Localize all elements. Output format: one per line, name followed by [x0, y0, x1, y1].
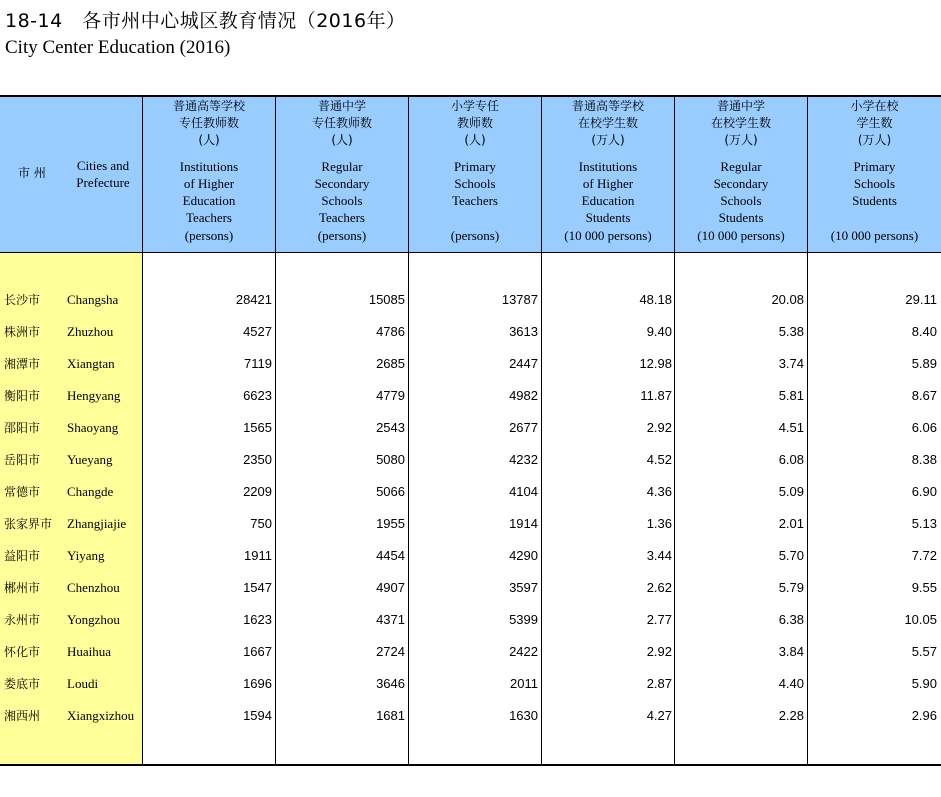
city-name-cn: 湘西州: [4, 709, 41, 723]
table-row: [0, 348, 941, 380]
city-name-en: Zhangjiajie: [67, 516, 127, 531]
city-name-en: Loudi: [67, 676, 99, 691]
header-label-cn: 专任教师数: [311, 116, 372, 130]
city-name-cn: 株洲市: [4, 325, 41, 339]
table-title-cn: 18-14 各市州中心城区教育情况（2016年）: [5, 10, 406, 32]
table-cell: 2.92: [646, 420, 672, 435]
header-label-cn: 普通中学: [716, 99, 765, 113]
table-cell: 4104: [509, 484, 538, 499]
header-city-en-line: Prefecture: [76, 175, 130, 190]
city-name-cn: 益阳市: [4, 549, 41, 563]
city-name-cn: 衡阳市: [4, 389, 41, 403]
header-label-en: of Higher: [582, 176, 634, 191]
header-label-en: Teachers: [185, 210, 232, 225]
table-cell: 1667: [243, 644, 272, 659]
header-label-en: Secondary: [314, 176, 370, 191]
header-column: [675, 97, 807, 252]
header-label-cn: 小学在校: [850, 99, 899, 113]
table-cell: 750: [250, 516, 272, 531]
header-label-cn: 普通高等学校: [172, 99, 245, 113]
header-label-cn: (人): [198, 133, 220, 147]
header-label-en: Regular: [321, 159, 363, 174]
table-cell: 5.13: [911, 516, 937, 531]
table-cell: 1565: [243, 420, 272, 435]
city-name-en: Yongzhou: [67, 612, 120, 627]
header-city-en: [73, 157, 133, 191]
table-row: [0, 508, 941, 540]
table-cell: 2.01: [778, 516, 804, 531]
table-cell: 20.08: [771, 292, 804, 307]
table-cell: 1911: [244, 548, 272, 563]
table-cell: 2543: [376, 420, 405, 435]
table-cell: 8.40: [911, 324, 937, 339]
header-label-cn: 专任教师数: [178, 116, 239, 130]
table-cell: 5.90: [911, 676, 937, 691]
table-cell: 7.72: [911, 548, 937, 563]
header-label-en: Secondary: [713, 176, 769, 191]
header-label-cn: 小学专任: [450, 99, 499, 113]
table-cell: 2.77: [646, 612, 672, 627]
table-cell: 9.55: [911, 580, 937, 595]
header-unit: (10 000 persons): [697, 228, 785, 243]
table-cell: 5.89: [911, 356, 937, 371]
header-label-cn: 在校学生数: [710, 116, 771, 130]
city-name-cn: 湘潭市: [4, 357, 41, 371]
table-row: [0, 700, 941, 732]
table-cell: 9.40: [646, 324, 672, 339]
table-cell: 3613: [509, 324, 538, 339]
header-label-en: Schools: [454, 176, 496, 191]
table-cell: 4779: [376, 388, 405, 403]
table-cell: 6623: [243, 388, 272, 403]
header-label-en: Primary: [454, 159, 496, 174]
city-name-cn: 娄底市: [4, 677, 41, 691]
table-cell: 2.28: [778, 708, 804, 723]
header-city-cn: 市 州: [18, 166, 46, 180]
header-label-en: Students: [585, 210, 631, 225]
city-name-en: Xiangtan: [67, 356, 115, 371]
header-label-cn: 普通中学: [317, 99, 366, 113]
header-unit: (persons): [317, 228, 367, 243]
header-label-cn: (万人): [857, 133, 892, 147]
header-column: [143, 97, 275, 252]
table-cell: 1681: [376, 708, 405, 723]
header-label-cn: (人): [331, 133, 353, 147]
table-row: [0, 476, 941, 508]
table-cell: 2447: [509, 356, 538, 371]
table-cell: 5066: [376, 484, 405, 499]
header-label-cn: 教师数: [456, 116, 493, 130]
city-name-en: Chenzhou: [67, 580, 120, 595]
city-name-en: Zhuzhou: [67, 324, 114, 339]
table-cell: 13787: [501, 292, 538, 307]
table-cell: 2422: [509, 644, 538, 659]
table-cell: 8.67: [911, 388, 937, 403]
header-label-en: Schools: [853, 176, 896, 191]
table-cell: 4.40: [778, 676, 804, 691]
table-cell: 4.27: [646, 708, 672, 723]
table-cell: 6.06: [911, 420, 937, 435]
table-cell: 15085: [368, 292, 405, 307]
table-cell: 5.38: [778, 324, 804, 339]
table-cell: 3.44: [646, 548, 672, 563]
table-cell: 4982: [509, 388, 538, 403]
header-city-en-line: Cities and: [76, 158, 130, 173]
table-cell: 2.62: [646, 580, 672, 595]
city-name-en: Xiangxizhou: [67, 708, 135, 723]
table-cell: 3646: [376, 676, 405, 691]
table-cell: 1630: [509, 708, 538, 723]
table-cell: 4232: [509, 452, 538, 467]
header-label-en: Institutions: [578, 159, 638, 174]
header-column: [808, 97, 941, 252]
table-row: [0, 636, 941, 668]
header-label-en: of Higher: [183, 176, 235, 191]
header-label-cn: (万人): [724, 133, 758, 147]
table-cell: 10.05: [904, 612, 937, 627]
header-label-en: Education: [182, 193, 236, 208]
table-row: [0, 668, 941, 700]
table-cell: 2724: [376, 644, 405, 659]
table-cell: 2.87: [646, 676, 672, 691]
table-cell: 1547: [243, 580, 272, 595]
table-row: [0, 540, 941, 572]
table-cell: 6.38: [778, 612, 804, 627]
header-label-cn: 学生数: [856, 116, 893, 130]
header-column: [409, 97, 541, 252]
table-cell: 48.18: [639, 292, 672, 307]
city-name-cn: 岳阳市: [4, 453, 41, 467]
header-unit: (10 000 persons): [564, 228, 652, 243]
header-label-en: Institutions: [179, 159, 239, 174]
table-cell: 3597: [509, 580, 538, 595]
header-unit: (persons): [450, 228, 500, 243]
table-cell: 1914: [509, 516, 538, 531]
table-cell: 2350: [243, 452, 272, 467]
table-cell: 2.96: [911, 708, 937, 723]
city-name-en: Yiyang: [67, 548, 105, 563]
table-cell: 5.09: [778, 484, 804, 499]
header-label-en: Primary: [853, 159, 896, 174]
table-cell: 5.79: [778, 580, 804, 595]
table-cell: 4.52: [646, 452, 672, 467]
table-cell: 4454: [376, 548, 405, 563]
table-row: [0, 444, 941, 476]
header-label-en: Students: [852, 193, 897, 208]
table-cell: 11.87: [640, 388, 672, 403]
table-cell: 2209: [243, 484, 272, 499]
table-cell: 4.36: [646, 484, 672, 499]
table-cell: 4786: [376, 324, 405, 339]
table-cell: 4907: [376, 580, 405, 595]
table-cell: 1594: [243, 708, 272, 723]
table-cell: 5.81: [778, 388, 804, 403]
table-cell: 29.11: [905, 292, 937, 307]
header-label-en: Schools: [321, 193, 363, 208]
table-row: [0, 412, 941, 444]
city-name-en: Huaihua: [67, 644, 112, 659]
table-row: [0, 604, 941, 636]
table-cell: 5.70: [778, 548, 804, 563]
table-cell: 12.98: [639, 356, 672, 371]
table-row: [0, 316, 941, 348]
header-column: [542, 97, 674, 252]
table-cell: 3.74: [778, 356, 804, 371]
table-cell: 4290: [509, 548, 538, 563]
header-column: [276, 97, 408, 252]
city-name-cn: 怀化市: [4, 645, 41, 659]
table-cell: 4371: [376, 612, 405, 627]
city-name-cn: 永州市: [4, 613, 41, 627]
bottom-rule: [0, 764, 941, 766]
table-cell: 1623: [243, 612, 272, 627]
header-label-en: Teachers: [451, 193, 498, 208]
table-cell: 5399: [509, 612, 538, 627]
header-label-en: Teachers: [318, 210, 365, 225]
city-name-cn: 郴州市: [4, 581, 41, 595]
table-cell: 1696: [243, 676, 272, 691]
city-name-en: Shaoyang: [67, 420, 119, 435]
table-cell: 1.36: [646, 516, 672, 531]
header-unit: (persons): [184, 228, 234, 243]
header-label-en: Students: [718, 210, 764, 225]
table-cell: 1955: [376, 516, 405, 531]
city-name-en: Hengyang: [67, 388, 121, 403]
table-cell: 6.90: [911, 484, 937, 499]
header-label-cn: 在校学生数: [577, 116, 638, 130]
table-cell: 2011: [510, 676, 538, 691]
city-name-en: Yueyang: [67, 452, 113, 467]
city-name-cn: 常德市: [4, 485, 41, 499]
city-name-cn: 邵阳市: [4, 421, 41, 435]
table-row: [0, 572, 941, 604]
table-cell: 4527: [243, 324, 272, 339]
header-label-cn: 普通高等学校: [571, 99, 644, 113]
header-label-cn: (人): [464, 133, 486, 147]
table-cell: 2677: [509, 420, 538, 435]
table-cell: 7119: [244, 356, 272, 371]
table-row: [0, 284, 941, 316]
header-label-en: Regular: [720, 159, 762, 174]
table-cell: 28421: [235, 292, 272, 307]
table-cell: 2.92: [646, 644, 672, 659]
table-cell: 4.51: [778, 420, 804, 435]
city-name-cn: 长沙市: [4, 293, 41, 307]
header-label-en: Education: [581, 193, 635, 208]
header-label-cn: (万人): [591, 133, 625, 147]
table-cell: 2685: [376, 356, 405, 371]
city-name-en: Changsha: [67, 292, 119, 307]
table-row: [0, 380, 941, 412]
table-title-en: City Center Education (2016): [5, 37, 231, 58]
table-cell: 6.08: [778, 452, 804, 467]
table-cell: 8.38: [911, 452, 937, 467]
table-cell: 5.57: [911, 644, 937, 659]
header-label-en: Schools: [720, 193, 762, 208]
header-unit: (10 000 persons): [830, 228, 919, 243]
city-name-cn: 张家界市: [4, 517, 53, 531]
table-cell: 5080: [376, 452, 405, 467]
city-name-en: Changde: [67, 484, 114, 499]
table-cell: 3.84: [778, 644, 804, 659]
